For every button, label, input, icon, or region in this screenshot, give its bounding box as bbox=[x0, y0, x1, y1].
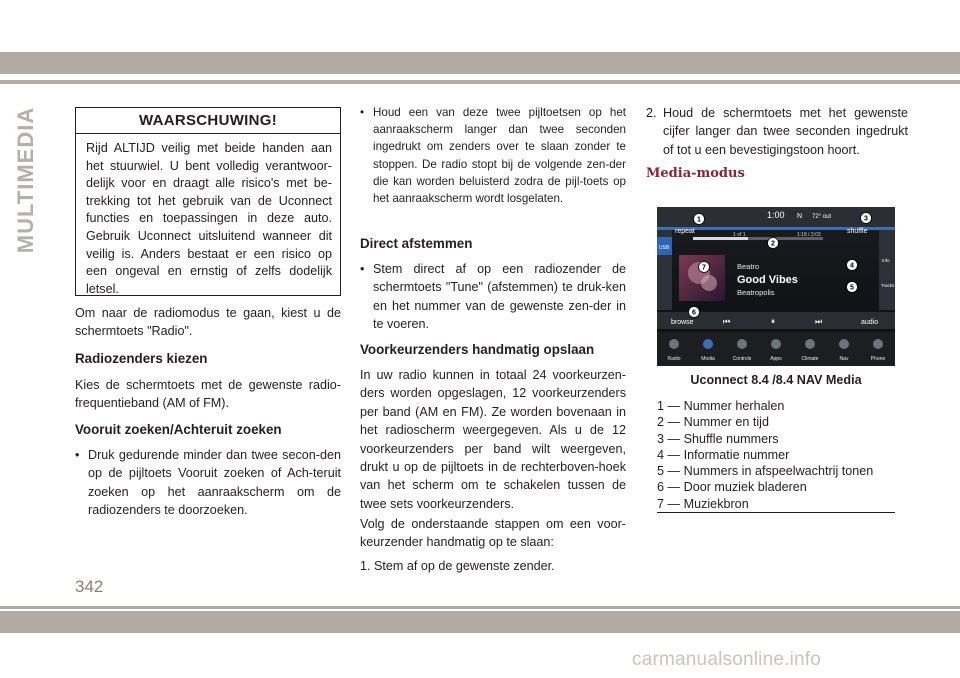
bullet-direct: • Stem direct af op een radiozender de schermtoets "Tune" (afstemmen) te druk-ken en het nummer van de gewenste zen-der in te voeren. bbox=[360, 262, 626, 332]
media-screen-image bbox=[657, 207, 895, 366]
legend-item: 6 — Door muziek bladeren bbox=[657, 480, 807, 495]
header-rule bbox=[0, 80, 960, 84]
legend-item: 1 — Nummer herhalen bbox=[657, 399, 785, 413]
screen-artist: Beatro bbox=[737, 262, 760, 271]
screen-track-pos: 1 of 1 bbox=[733, 232, 746, 238]
screen-tracks: Tracks bbox=[881, 283, 895, 288]
screen-nav-label: Controls bbox=[732, 356, 752, 362]
warning-text: Rijd ALTIJD veilig met beide handen aan het stuurwiel. U bent volledig verantwoor-delijk voor en draagt alle risico's met be-trekking tot het gebruik van de Uconnect functies en toepassingen in deze auto. Gebruik Uconnect uitsluitend wanneer dit veilig is. Anders bestaat er een risico op een ongeval en ernstig of zelfs dodelijk letsel. bbox=[86, 141, 332, 296]
page-number: 342 bbox=[75, 577, 104, 596]
screen-prev-icon: ⏮ bbox=[723, 317, 731, 326]
screen-source: USB bbox=[659, 245, 670, 251]
legend-rule bbox=[657, 512, 895, 513]
heading-direct: Direct afstemmen bbox=[360, 236, 473, 251]
callout-number: 1 bbox=[697, 216, 701, 224]
screen-track-time: 1:18 / 3:03 bbox=[797, 232, 821, 238]
screen-nav-icon bbox=[839, 339, 849, 349]
warning-box bbox=[75, 107, 341, 296]
screen-audio: audio bbox=[861, 319, 879, 326]
callout-number: 7 bbox=[702, 264, 706, 272]
bullet-hold: • Houd een van deze twee pijltoetsen op het aanraakscherm langer dan twee seconden ingedrukt om zenders over te slaan zonder te stoppen. De radio stopt bij de volgende zen-der die kan worden beluisterd zodra de pijl-toets op het aanraakscherm wordt losgelaten. bbox=[360, 106, 626, 206]
callout-number: 6 bbox=[692, 309, 696, 317]
legend-item: 3 — Shuffle nummers bbox=[657, 431, 779, 446]
figure-legend bbox=[657, 398, 895, 512]
screen-shuffle: shuffle bbox=[847, 228, 868, 235]
screen-info: Info bbox=[882, 258, 890, 263]
footer-rule bbox=[0, 606, 960, 609]
figure-caption: Uconnect 8.4 /8.4 NAV Media bbox=[690, 373, 862, 387]
footer-band bbox=[0, 611, 960, 633]
screen-nav-label: Apps bbox=[770, 356, 782, 362]
screen-browse: browse bbox=[671, 319, 694, 326]
screen-pause-icon: ⏸ bbox=[771, 317, 775, 326]
intro-paragraph: Om naar de radiomodus te gaan, kiest u de schermtoets "Radio". bbox=[75, 306, 341, 339]
callout-number: 5 bbox=[850, 284, 854, 292]
paragraph-radio: Kies de schermtoets met de gewenste radio-frequentieband (AM of FM). bbox=[75, 378, 341, 411]
screen-nav-icon bbox=[805, 339, 815, 349]
paragraph-steps: Volg de onderstaande stappen om een voor-keurzender handmatig op te slaan: bbox=[360, 517, 626, 550]
screen-nav-icon bbox=[873, 339, 883, 349]
screen-nav-label: Climate bbox=[801, 356, 819, 362]
callout-number: 4 bbox=[850, 262, 854, 270]
screen-nav-icon bbox=[703, 339, 713, 349]
screen-album: Beatropolis bbox=[737, 288, 775, 297]
warning-title: WAARSCHUWING! bbox=[76, 108, 340, 134]
callout-number: 3 bbox=[864, 215, 868, 223]
screen-nav-icon bbox=[771, 339, 781, 349]
legend-item: 4 — Informatie nummer bbox=[657, 447, 790, 462]
heading-presets: Voorkeurzenders handmatig opslaan bbox=[360, 342, 595, 357]
screen-nav-label: Radio bbox=[667, 356, 681, 362]
screen-nav-label: Media bbox=[701, 356, 715, 362]
screen-song: Good Vibes bbox=[737, 274, 798, 286]
legend-item: 5 — Nummers in afspeelwachtrij tonen bbox=[657, 464, 874, 479]
step-2: 2. Houd de schermtoets met het gewenste cijfer langer dan twee seconden ingedrukt of tot u een bevestigingstoon hoort. bbox=[646, 106, 908, 157]
bullet-seek: • Druk gedurende minder dan twee secon-den op de pijltoets Vooruit zoeken of Ach-teruit zoeken op het aanraakscherm om de radiozenders te doorzoeken. bbox=[75, 448, 341, 518]
heading-media: Media-modus bbox=[646, 166, 745, 181]
screen-nav-label: Phone bbox=[870, 356, 886, 362]
heading-seek: Vooruit zoeken/Achteruit zoeken bbox=[75, 422, 282, 437]
header-band bbox=[0, 52, 960, 74]
callout-number: 2 bbox=[771, 240, 775, 248]
screen-nav-label: Nav bbox=[839, 356, 849, 362]
legend-item: 7 — Muziekbron bbox=[657, 496, 749, 511]
screen-next-icon: ⏭ bbox=[815, 317, 823, 326]
screen-compass: N bbox=[797, 213, 803, 220]
heading-radio: Radiozenders kiezen bbox=[75, 351, 208, 366]
legend-item: 2 — Nummer en tijd bbox=[657, 415, 769, 430]
screen-temp: 72° out bbox=[812, 214, 832, 220]
section-tab: MULTIMEDIA bbox=[13, 106, 38, 254]
watermark: carmanualsonline.info bbox=[632, 649, 822, 670]
screen-nav-icon bbox=[737, 339, 747, 349]
screen-nav-icon bbox=[669, 339, 679, 349]
screen-time: 1:00 bbox=[767, 210, 785, 220]
paragraph-presets: In uw radio kunnen in totaal 24 voorkeurzen-ders worden opgeslagen, 12 voorkeurzenders per band (AM en FM). Ze worden bovenaan in het radioscherm weergegeven. Als u de 12 voorkeurzenders per band wilt weergeven, drukt u op de pijltoets in de rechterboven-hoek van het scherm om te schakelen tussen de twee sets voorkeurzenders. bbox=[360, 368, 626, 511]
screen-repeat: repeat bbox=[675, 228, 695, 235]
step-1: 1. Stem af op de gewenste zender. bbox=[360, 559, 555, 573]
